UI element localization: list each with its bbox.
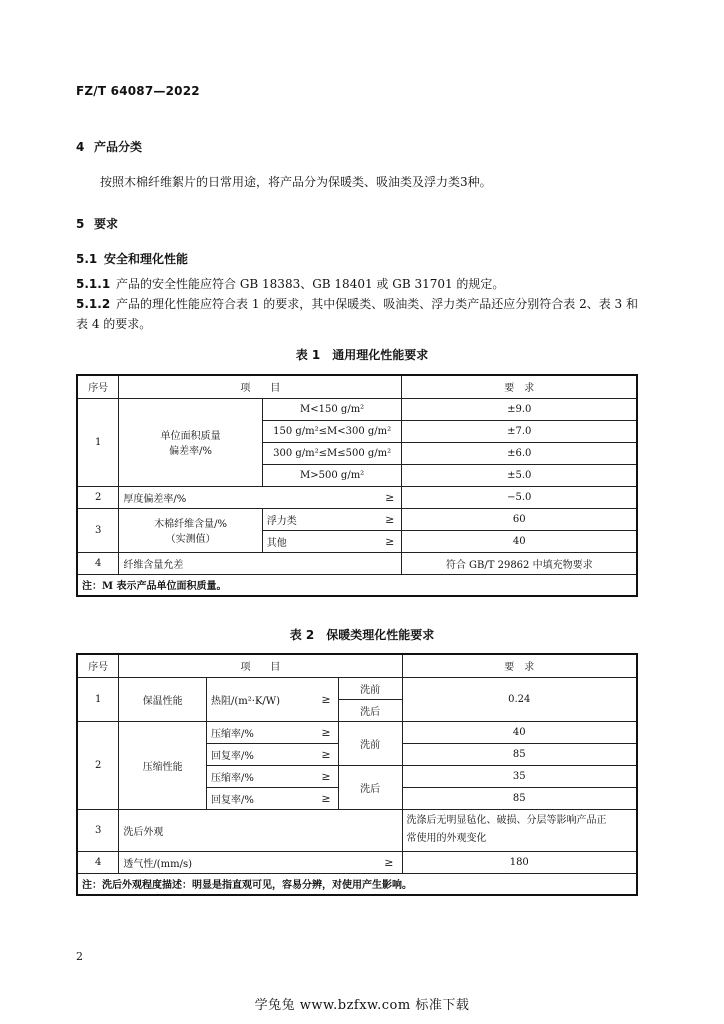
req-cell: ±7.0 bbox=[402, 420, 637, 442]
req-cell: ±9.0 bbox=[402, 398, 637, 420]
row-item: 单位面积质量 偏差率/% bbox=[119, 398, 262, 486]
page-number: 2 bbox=[76, 950, 83, 963]
table-1-caption: 表 1 通用理化性能要求 bbox=[295, 348, 429, 362]
condition-cell: M>500 g/m² bbox=[262, 464, 402, 486]
section-5-1-2-text-cont: 表 4 的要求。 bbox=[76, 317, 152, 331]
gte-symbol: ≥ bbox=[378, 508, 402, 530]
row-item: 纤维含量允差 bbox=[119, 552, 402, 574]
footer-watermark[interactable]: 学兔兔 www.bzfxw.com 标准下载 bbox=[254, 998, 470, 1013]
gte-symbol: ≥ bbox=[314, 765, 338, 787]
sub-label: 压缩率/% bbox=[207, 721, 315, 743]
req-cell: 0.24 bbox=[402, 677, 637, 721]
gte-symbol: ≥ bbox=[314, 787, 338, 809]
req-cell: 180 bbox=[402, 851, 637, 873]
section-5-heading: 5 要求 bbox=[76, 217, 119, 231]
row-item: 洗后外观 bbox=[119, 809, 402, 851]
condition-cell: 150 g/m²≤M<300 g/m² bbox=[262, 420, 402, 442]
row-no: 1 bbox=[77, 677, 119, 721]
row-no: 3 bbox=[77, 508, 119, 552]
gte-symbol: ≥ bbox=[338, 851, 402, 873]
wash-before: 洗前 bbox=[338, 721, 402, 765]
table-note: 注：洗后外观程度描述：明显是指直观可见，容易分辨，对使用产生影响。 bbox=[77, 873, 637, 895]
table-header-no: 序号 bbox=[77, 654, 119, 677]
section-5-1-2-text: 5.1.2 产品的理化性能应符合表 1 的要求，其中保暖类、吸油类、浮力类产品还应分别符合表 2、表 3 和 bbox=[76, 297, 638, 311]
req-cell: 85 bbox=[402, 787, 637, 809]
gte-symbol: ≥ bbox=[314, 743, 338, 765]
req-cell: ±6.0 bbox=[402, 442, 637, 464]
section-5-1-heading: 5.1 安全和理化性能 bbox=[76, 252, 189, 266]
row-no: 3 bbox=[77, 809, 119, 851]
sub-label: 回复率/% bbox=[207, 743, 315, 765]
req-cell: −5.0 bbox=[402, 486, 637, 508]
sub-label: 其他 bbox=[262, 530, 378, 552]
standard-number: FZ/T 64087—2022 bbox=[76, 84, 200, 98]
req-cell: 洗涤后无明显毡化、破损、分层等影响产品正 常使用的外观变化 bbox=[402, 809, 637, 851]
table-note: 注：M 表示产品单位面积质量。 bbox=[77, 574, 637, 596]
gte-symbol: ≥ bbox=[378, 486, 402, 508]
req-cell: 40 bbox=[402, 721, 637, 743]
table-2 bbox=[76, 653, 638, 896]
condition-cell: M<150 g/m² bbox=[262, 398, 402, 420]
row-no: 4 bbox=[77, 851, 119, 873]
sub-label: 回复率/% bbox=[207, 787, 315, 809]
table-header-item: 项 目 bbox=[119, 375, 402, 398]
req-cell: 40 bbox=[402, 530, 637, 552]
table-header-item: 项 目 bbox=[119, 654, 402, 677]
table-header-no: 序号 bbox=[77, 375, 119, 398]
row-item: 木棉纤维含量/% （实测值） bbox=[119, 508, 262, 552]
gte-symbol: ≥ bbox=[378, 530, 402, 552]
condition-cell: 300 g/m²≤M≤500 g/m² bbox=[262, 442, 402, 464]
section-5-1-1-text: 5.1.1 产品的安全性能应符合 GB 18383、GB 18401 或 GB 31701 的规定。 bbox=[76, 277, 505, 291]
table-1 bbox=[76, 374, 638, 597]
req-cell: 35 bbox=[402, 765, 637, 787]
section-4-heading: 4 产品分类 bbox=[76, 140, 143, 154]
table-header-req: 要 求 bbox=[402, 654, 637, 677]
gte-symbol: ≥ bbox=[314, 677, 338, 721]
row-category: 保温性能 bbox=[119, 677, 207, 721]
row-no: 1 bbox=[77, 398, 119, 486]
wash-before: 洗前 bbox=[338, 677, 402, 699]
req-cell: 60 bbox=[402, 508, 637, 530]
row-no: 4 bbox=[77, 552, 119, 574]
gte-symbol: ≥ bbox=[314, 721, 338, 743]
req-cell: 85 bbox=[402, 743, 637, 765]
row-no: 2 bbox=[77, 486, 119, 508]
row-item: 透气性/(mm/s) bbox=[119, 851, 338, 873]
table-header-req: 要 求 bbox=[402, 375, 637, 398]
req-cell: ±5.0 bbox=[402, 464, 637, 486]
section-4-text: 按照木棉纤维絮片的日常用途，将产品分为保暖类、吸油类及浮力类3种。 bbox=[100, 175, 492, 189]
row-no: 2 bbox=[77, 721, 119, 809]
sub-label: 浮力类 bbox=[262, 508, 378, 530]
wash-after: 洗后 bbox=[338, 699, 402, 721]
sub-label: 压缩率/% bbox=[207, 765, 315, 787]
wash-after: 洗后 bbox=[338, 765, 402, 809]
row-item: 热阻/(m²·K/W) bbox=[207, 677, 315, 721]
req-cell: 符合 GB/T 29862 中填充物要求 bbox=[402, 552, 637, 574]
row-category: 压缩性能 bbox=[119, 721, 207, 809]
table-2-caption: 表 2 保暖类理化性能要求 bbox=[289, 628, 435, 642]
row-item: 厚度偏差率/% bbox=[119, 486, 378, 508]
